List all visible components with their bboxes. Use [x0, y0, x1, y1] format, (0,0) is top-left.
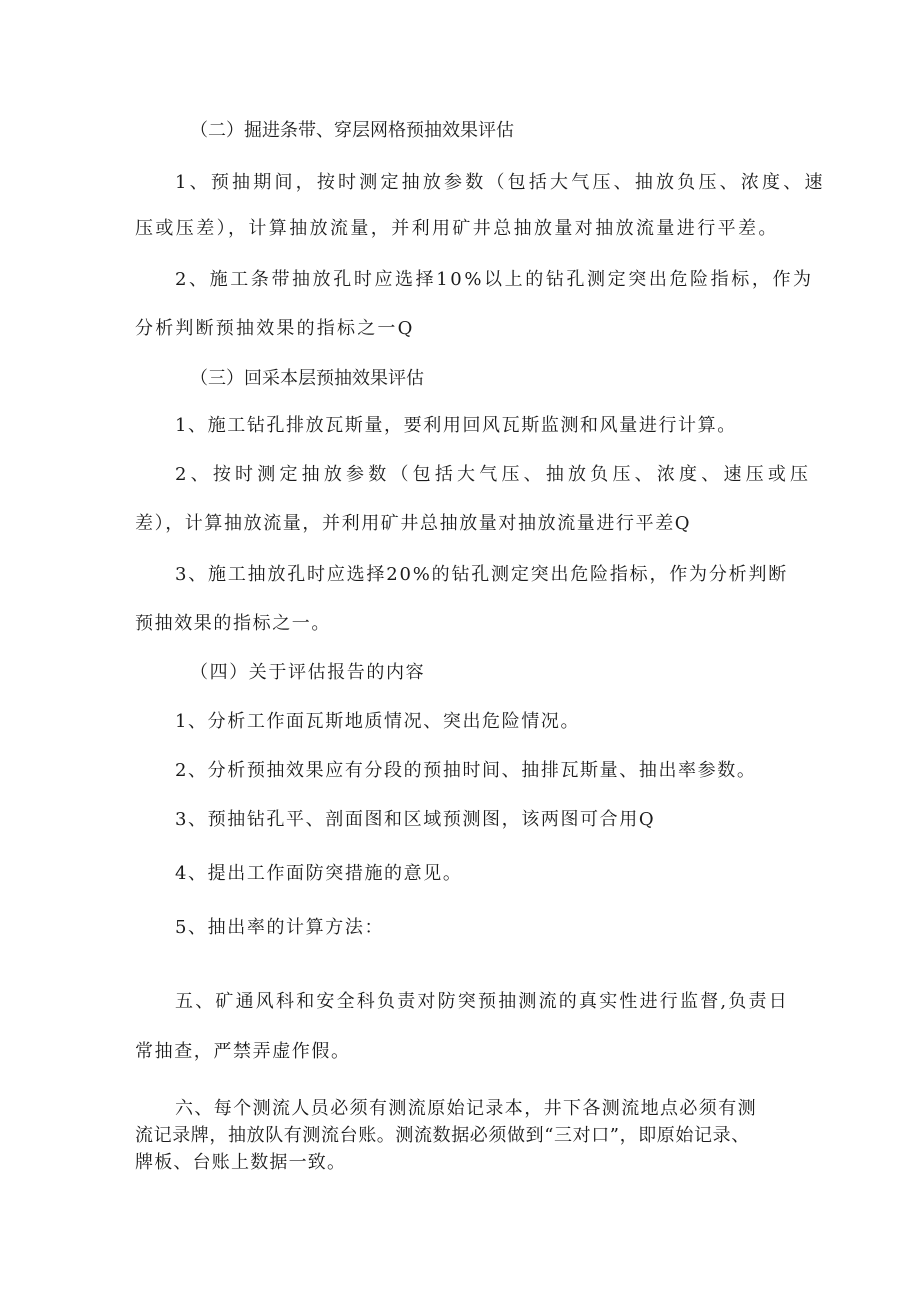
heading-section-3: （三）回采本层预抽效果评估	[190, 368, 424, 389]
paragraph-line: 牌板、台账上数据一致。	[135, 1152, 347, 1173]
heading-section-4: （四）关于评估报告的内容	[190, 662, 426, 683]
paragraph-line: 五、矿通风科和安全科负责对防突预抽测流的真实性进行监督,负责日	[175, 991, 789, 1012]
paragraph-line: 3、施工抽放孔时应选择20%的钻孔测定突出危险指标，作为分析判断	[175, 564, 789, 585]
list-item: 2、分析预抽效果应有分段的预抽时间、抽排瓦斯量、抽出率参数。	[175, 760, 757, 781]
paragraph-line: 压或压差），计算抽放流量，并利用矿井总抽放量对抽放流量进行平差。	[135, 218, 779, 239]
paragraph-line: 1、施工钻孔排放瓦斯量，要利用回风瓦斯监测和风量进行计算。	[175, 415, 737, 436]
paragraph-line: 预抽效果的指标之一。	[135, 613, 331, 634]
heading-section-2: （二）掘进条带、穿层网格预抽效果评估	[190, 120, 514, 141]
paragraph-line: 1、预抽期间，按时测定抽放参数（包括大气压、抽放负压、浓度、速	[175, 172, 826, 193]
list-item: 5、抽出率的计算方法：	[175, 917, 385, 938]
list-item: 3、预抽钻孔平、剖面图和区域预测图，该两图可合用Q	[175, 809, 656, 830]
paragraph-line: 常抽查，严禁弄虚作假。	[135, 1041, 351, 1062]
list-item: 4、提出工作面防突措施的意见。	[175, 863, 463, 884]
paragraph-line: 六、每个测流人员必须有测流原始记录本，井下各测流地点必须有测	[175, 1098, 757, 1119]
paragraph-line: 2、施工条带抽放孔时应选择10%以上的钻孔测定突出危险指标，作为	[175, 269, 814, 290]
paragraph-line: 流记录牌，抽放队有测流台账。测流数据必须做到“三对口”，即原始记录、	[135, 1125, 750, 1146]
paragraph-line: 分析判断预抽效果的指标之一Q	[135, 318, 415, 339]
list-item: 1、分析工作面瓦斯地质情况、突出危险情况。	[175, 711, 581, 732]
paragraph-line: 2、按时测定抽放参数（包括大气压、抽放负压、浓度、速压或压	[175, 464, 813, 485]
paragraph-line: 差），计算抽放流量，并利用矿井总抽放量对抽放流量进行平差Q	[135, 513, 692, 534]
